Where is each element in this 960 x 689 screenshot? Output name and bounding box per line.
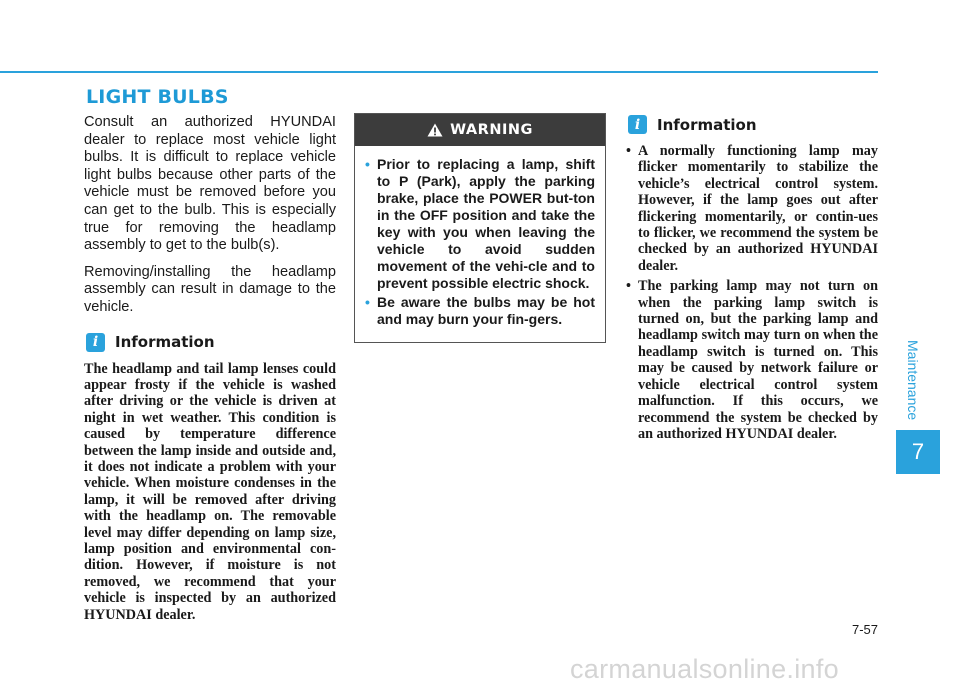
right-column: [626, 113, 878, 446]
info-title: Information: [657, 115, 757, 134]
damage-paragraph: Removing/installing the headlamp assembly can result in damage to the vehicle.: [84, 263, 336, 315]
info-header: [84, 333, 336, 352]
watermark: carmanualsonline.info: [570, 654, 839, 684]
warning-box: [354, 113, 606, 343]
intro-paragraph: Consult an authorized HYUNDAI dealer to replace most vehicle light bulbs. It is difficult to replace vehicle light bulbs because other parts of the vehicle must be removed before you can get to the bulb. This is especially true for removing the headlamp assembly to get to the bulb(s).: [84, 114, 336, 254]
section-title: LIGHT BULBS: [86, 86, 229, 108]
info-title: Information: [115, 333, 215, 352]
top-rule: [0, 71, 878, 73]
page-number: 7-57: [851, 622, 878, 637]
warning-title: WARNING: [450, 122, 533, 138]
warning-body: [355, 146, 605, 342]
warning-header: [355, 114, 605, 146]
chapter-side-label-text: Maintenance: [905, 340, 921, 421]
info-list: [626, 143, 878, 442]
middle-column: [354, 113, 606, 343]
chapter-tab[interactable]: 7: [896, 430, 940, 474]
warning-list: [365, 156, 595, 328]
info-paragraph: The headlamp and tail lamp lenses could appear frosty if the vehicle is washed after driving or the vehicle is driven at night in wet weather. This condition is caused by temperature difference between the lamp inside and outside and, it does not indicate a problem with your vehicle. When moisture condenses in the lamp, it will be removed after driving with the headlamp on. The removable level may differ depending on lamp size, lamp position and environmental con-dition. However, if moisture is not removed, we recommend that your vehicle is inspected by an authorized HYUNDAI dealer.: [84, 360, 336, 623]
info-header: [626, 115, 878, 134]
warning-triangle-icon: [427, 123, 443, 137]
info-icon: i: [628, 115, 647, 134]
info-list-item: • The parking lamp may not turn on when the parking lamp switch is turned on, but the parking lamp and headlamp switch may turn on when the headlamp switch is turned on. This may be caused by network failure or vehicle electrical control system malfunction. If this occurs, we recommend the system be checked by an authorized HYUNDAI dealer.: [626, 278, 878, 442]
warning-item: • Be aware the bulbs may be hot and may burn your fin-gers.: [365, 294, 595, 328]
left-column: [84, 114, 336, 623]
info-list-item: • A normally functioning lamp may flicker momentarily to stabilize the vehicle’s electrical control system. However, if the lamp goes out after flickering momentarily, or contin-ues to flicker, we recommend the system be checked by an authorized HYUNDAI dealer.: [626, 143, 878, 274]
info-icon: i: [86, 333, 105, 352]
warning-item: • Prior to replacing a lamp, shift to P (Park), apply the parking brake, place the POWER but-ton in the OFF position and take the key with you when leaving the vehicle to avoid sudden movement of the vehi-cle and to prevent possible electric shock.: [365, 156, 595, 292]
